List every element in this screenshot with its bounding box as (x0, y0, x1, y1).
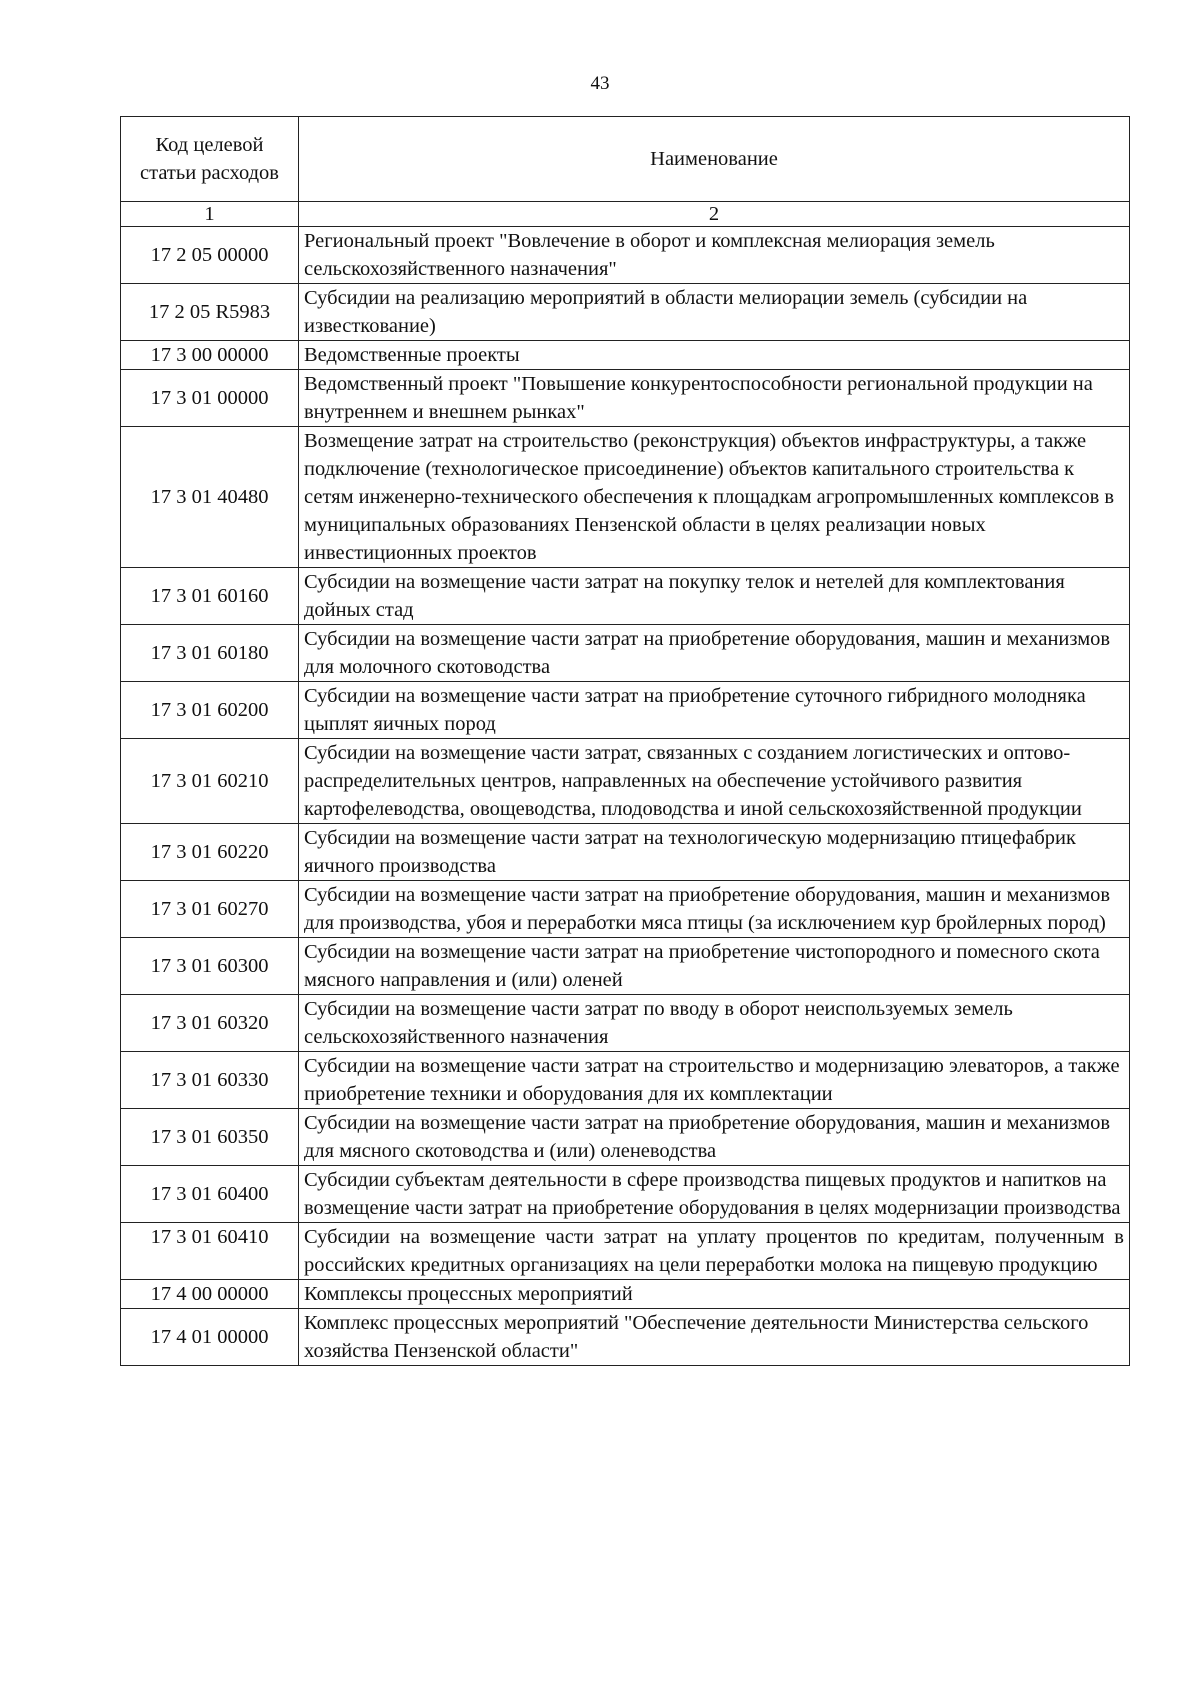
row-code: 17 3 01 60320 (121, 995, 299, 1052)
row-name: Ведомственные проекты (299, 341, 1130, 370)
table-row (121, 1223, 1130, 1280)
target-expense-codes-table (120, 116, 1130, 1366)
table-row (121, 1309, 1130, 1366)
row-code: 17 2 05 R5983 (121, 284, 299, 341)
column-number-code: 1 (121, 202, 299, 227)
table-row (121, 568, 1130, 625)
header-row (121, 117, 1130, 202)
row-name: Субсидии на возмещение части затрат на приобретение оборудования, машин и механизмов для мясного скотоводства и (или) оленеводства (299, 1109, 1130, 1166)
row-name: Субсидии на возмещение части затрат по вводу в оборот неиспользуемых земель сельскохозяйственного назначения (299, 995, 1130, 1052)
row-code: 17 3 00 00000 (121, 341, 299, 370)
row-name: Субсидии на возмещение части затрат на уплату процентов по кредитам, полученным в российских кредитных организациях на цели переработки молока на пищевую продукцию (299, 1223, 1130, 1280)
row-code: 17 3 01 60330 (121, 1052, 299, 1109)
table-row (121, 682, 1130, 739)
row-name: Комплексы процессных мероприятий (299, 1280, 1130, 1309)
row-code: 17 3 01 60410 (121, 1223, 299, 1280)
table-row (121, 284, 1130, 341)
row-name: Субсидии на возмещение части затрат на приобретение суточного гибридного молодняка цыплят яичных пород (299, 682, 1130, 739)
row-name: Региональный проект "Вовлечение в оборот и комплексная мелиорация земель сельскохозяйственного назначения" (299, 227, 1130, 284)
table-row (121, 1166, 1130, 1223)
row-code: 17 3 01 00000 (121, 370, 299, 427)
page-number: 43 (590, 73, 610, 94)
table-row (121, 824, 1130, 881)
row-code: 17 3 01 60300 (121, 938, 299, 995)
header-code: Код целевой статьи расходов (121, 117, 299, 202)
row-name: Ведомственный проект "Повышение конкурентоспособности региональной продукции на внутреннем и внешнем рынках" (299, 370, 1130, 427)
row-code: 17 3 01 40480 (121, 427, 299, 568)
row-code: 17 3 01 60200 (121, 682, 299, 739)
column-number-row (121, 202, 1130, 227)
row-code: 17 4 00 00000 (121, 1280, 299, 1309)
table-row (121, 370, 1130, 427)
table-row (121, 881, 1130, 938)
table-row (121, 995, 1130, 1052)
row-code: 17 4 01 00000 (121, 1309, 299, 1366)
row-name: Субсидии на возмещение части затрат на приобретение оборудования, машин и механизмов для молочного скотоводства (299, 625, 1130, 682)
header-name: Наименование (299, 117, 1130, 202)
row-code: 17 3 01 60210 (121, 739, 299, 824)
row-name: Субсидии на возмещение части затрат на приобретение чистопородного и помесного скота мясного направления и (или) оленей (299, 938, 1130, 995)
row-name: Субсидии на возмещение части затрат на строительство и модернизацию элеваторов, а также приобретение техники и оборудования для их комплектации (299, 1052, 1130, 1109)
row-code: 17 3 01 60350 (121, 1109, 299, 1166)
row-code: 17 3 01 60400 (121, 1166, 299, 1223)
table-row (121, 739, 1130, 824)
table-row (121, 1109, 1130, 1166)
row-name: Субсидии на возмещение части затрат, связанных с созданием логистических и оптово-распределительных центров, направленных на обеспечение устойчивого развития картофелеводства, овощеводства, плодоводства и иной сельскохозяйственной продукции (299, 739, 1130, 824)
row-name: Субсидии субъектам деятельности в сфере производства пищевых продуктов и напитков на возмещение части затрат на приобретение оборудования в целях модернизации производства (299, 1166, 1130, 1223)
row-name: Субсидии на возмещение части затрат на приобретение оборудования, машин и механизмов для производства, убоя и переработки мяса птицы (за исключением кур бройлерных пород) (299, 881, 1130, 938)
row-name: Субсидии на возмещение части затрат на покупку телок и нетелей для комплектования дойных стад (299, 568, 1130, 625)
row-code: 17 2 05 00000 (121, 227, 299, 284)
row-code: 17 3 01 60180 (121, 625, 299, 682)
table-row (121, 341, 1130, 370)
table-row (121, 427, 1130, 568)
table-row (121, 938, 1130, 995)
row-name: Комплекс процессных мероприятий "Обеспечение деятельности Министерства сельского хозяйства Пензенской области" (299, 1309, 1130, 1366)
row-name: Субсидии на реализацию мероприятий в области мелиорации земель (субсидии на известкование) (299, 284, 1130, 341)
row-code: 17 3 01 60270 (121, 881, 299, 938)
column-number-name: 2 (299, 202, 1130, 227)
table-row (121, 1052, 1130, 1109)
table-row (121, 625, 1130, 682)
table-row (121, 1280, 1130, 1309)
table-row (121, 227, 1130, 284)
row-name: Субсидии на возмещение части затрат на технологическую модернизацию птицефабрик яичного производства (299, 824, 1130, 881)
row-name: Возмещение затрат на строительство (реконструкция) объектов инфраструктуры, а также подключение (технологическое присоединение) объектов капитального строительства к сетям инженерно-технического обеспечения к площадкам агропромышленных комплексов в муниципальных образованиях Пензенской области в целях реализации новых инвестиционных проектов (299, 427, 1130, 568)
row-code: 17 3 01 60220 (121, 824, 299, 881)
row-code: 17 3 01 60160 (121, 568, 299, 625)
